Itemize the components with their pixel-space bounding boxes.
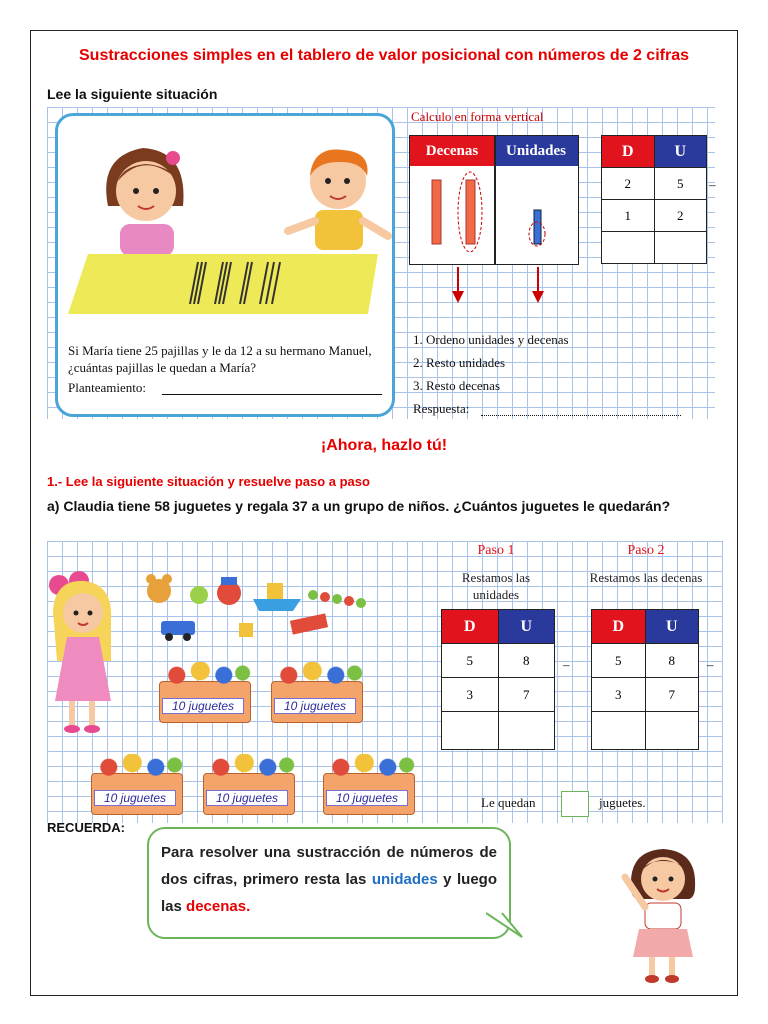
- juguetes-label: juguetes.: [599, 795, 646, 810]
- respuesta-line[interactable]: [481, 415, 681, 416]
- boy-illustration: [283, 136, 393, 256]
- answer-box[interactable]: [561, 791, 589, 817]
- cell-r1-u: 5: [654, 168, 707, 200]
- cell-r2-u: 7: [498, 678, 555, 712]
- story-card: [55, 113, 395, 417]
- cell-r1-d: 5: [592, 644, 646, 678]
- claudia-illustration: [45, 571, 125, 741]
- problem-text: a) Claudia tiene 58 juguetes y regala 37 a un grupo de niños. ¿Cuántos juguetes le quedarán?: [47, 498, 671, 514]
- paso2-du-table: [591, 609, 699, 750]
- down-arrows: [446, 267, 576, 307]
- unidades-header: Unidades: [494, 136, 578, 166]
- instruction-text: 1.- Lee la siguiente situación y resuelve paso a paso: [47, 474, 370, 489]
- toy-box-1: [159, 681, 251, 723]
- cell-r2-u: 7: [645, 678, 699, 712]
- straws-table-illustration: [68, 244, 384, 324]
- cell-result-d[interactable]: [602, 232, 655, 264]
- toys-pile: [322, 754, 416, 776]
- cell-result-u[interactable]: [654, 232, 707, 264]
- recuerda-label: RECUERDA:: [47, 820, 125, 835]
- recuerda-text-1: Para resolver una sustracción de números de dos cifras, primero resta las: [161, 844, 497, 888]
- steps-list: [413, 328, 569, 420]
- step-2: 2. Resto unidades: [413, 355, 506, 370]
- page-title: Sustracciones simples en el tablero de valor posicional con números de 2 cifras: [79, 47, 689, 64]
- planteamiento-label: Planteamiento:: [68, 380, 146, 395]
- cell-r1-u: 8: [645, 644, 699, 678]
- table-header-u: U: [498, 610, 555, 644]
- toy-box-label: 10 juguetes: [326, 790, 408, 806]
- worksheet-page: [30, 30, 738, 996]
- toys-pile: [90, 754, 184, 776]
- toy-box-label: 10 juguetes: [206, 790, 288, 806]
- cell-r2-d: 3: [442, 678, 499, 712]
- cell-r1-d: 2: [602, 168, 655, 200]
- toys-pile: [202, 754, 296, 776]
- cell-result-d[interactable]: [442, 712, 499, 750]
- toy-box-4: [203, 773, 295, 815]
- bubble-tail: [486, 911, 526, 941]
- step-3: 3. Resto decenas: [413, 378, 501, 393]
- recuerda-bubble: [147, 827, 511, 939]
- toy-box-label: 10 juguetes: [274, 698, 356, 714]
- minus-sign: –: [707, 657, 714, 672]
- toys-pile: [270, 662, 364, 684]
- paso1-desc: Restamos las unidades: [461, 570, 531, 602]
- cell-result-d[interactable]: [592, 712, 646, 750]
- planteamiento-line[interactable]: [162, 394, 382, 395]
- cell-r1-u: 8: [498, 644, 555, 678]
- le-quedan-label: Le quedan: [481, 795, 536, 810]
- loose-toys: [141, 573, 391, 643]
- toy-box-5: [323, 773, 415, 815]
- girl-illustration: [88, 136, 208, 256]
- cell-r1-d: 5: [442, 644, 499, 678]
- recuerda-unidades: unidades: [371, 871, 438, 888]
- cell-result-u[interactable]: [498, 712, 555, 750]
- teacher-girl-illustration: [611, 837, 711, 987]
- decenas-header: Decenas: [410, 136, 494, 166]
- table-header-u: U: [645, 610, 699, 644]
- toy-box-2: [271, 681, 363, 723]
- respuesta-label: Respuesta:: [413, 401, 470, 416]
- toys-pile: [158, 662, 252, 684]
- table-header-d: D: [592, 610, 646, 644]
- minus-sign: –: [563, 657, 570, 672]
- table-header-u: U: [654, 136, 707, 168]
- paso1-title: Paso 1: [477, 543, 515, 558]
- story-text: Si María tiene 25 pajillas y le da 12 a su hermano Manuel, ¿cuántas pajillas le quedan a María?: [68, 343, 372, 375]
- step-1: 1. Ordeno unidades y decenas: [413, 332, 569, 347]
- vertical-title: Calculo en forma vertical: [411, 109, 544, 124]
- decenas-unidades-board: [409, 135, 579, 265]
- example-du-table: [601, 135, 707, 264]
- paso2-title: Paso 2: [627, 543, 665, 558]
- minus-sign: –: [709, 177, 716, 192]
- toy-box-label: 10 juguetes: [162, 698, 244, 714]
- toy-box-label: 10 juguetes: [94, 790, 176, 806]
- toy-box-3: [91, 773, 183, 815]
- cell-r2-d: 3: [592, 678, 646, 712]
- intro-text: Lee la siguiente situación: [47, 86, 218, 102]
- recuerda-text: [161, 839, 497, 920]
- table-header-d: D: [602, 136, 655, 168]
- paso1-du-table: [441, 609, 555, 750]
- cell-r2-u: 2: [654, 200, 707, 232]
- recuerda-text-2: y luego las: [161, 871, 497, 915]
- recuerda-decenas: decenas.: [186, 898, 251, 915]
- section-heading: ¡Ahora, hazlo tú!: [320, 437, 448, 454]
- table-header-d: D: [442, 610, 499, 644]
- cell-result-u[interactable]: [645, 712, 699, 750]
- paso2-desc: Restamos las decenas: [589, 570, 703, 585]
- base-ten-blocks: [410, 168, 578, 262]
- cell-r2-d: 1: [602, 200, 655, 232]
